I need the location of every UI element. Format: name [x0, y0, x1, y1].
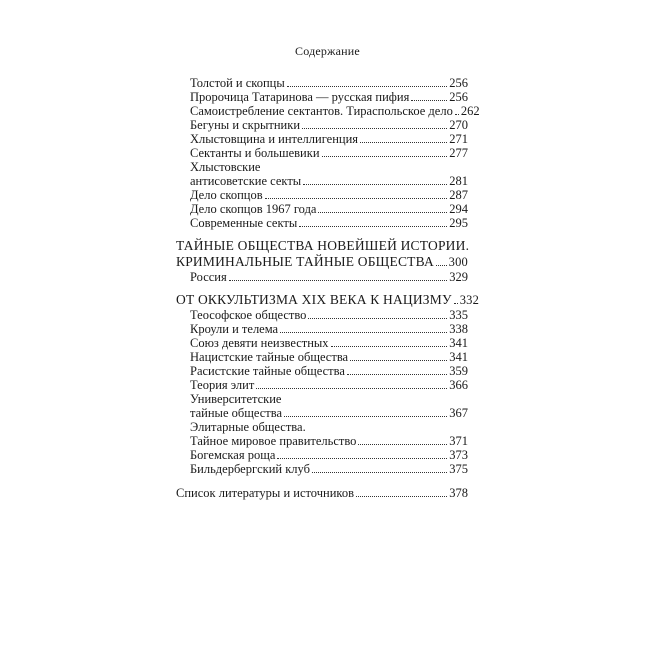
toc-entry [190, 104, 480, 118]
toc-entry-title: Дело скопцов 1967 года [190, 202, 317, 216]
toc-entry [190, 202, 468, 216]
toc-entry [190, 90, 468, 104]
toc-entry-page: 338 [449, 322, 468, 336]
toc-entry-title: Расистские тайные общества [190, 364, 345, 378]
dot-leader [284, 416, 447, 417]
toc-entry-title: Толстой и скопцы [190, 76, 285, 90]
section-heading-title: ОТ ОККУЛЬТИЗМА XIX ВЕКА К НАЦИЗМУ [176, 292, 452, 307]
toc-entry-page: 375 [449, 462, 468, 476]
toc-entry-page: 287 [449, 188, 468, 202]
toc-entry-title: Россия [190, 270, 227, 284]
section-heading-line1: ТАЙНЫЕ ОБЩЕСТВА НОВЕЙШЕЙ ИСТОРИИ. [176, 238, 470, 253]
toc-entry-page: 341 [449, 336, 468, 350]
toc-entry [190, 118, 468, 132]
toc-entry-title: тайные общества [190, 406, 283, 420]
toc-entry [190, 270, 468, 284]
toc-entry [190, 406, 468, 420]
dot-leader [331, 346, 448, 347]
toc-entry-title: Союз девяти неизвестных [190, 336, 329, 350]
toc-entry-title: Дело скопцов [190, 188, 263, 202]
dot-leader [347, 374, 447, 375]
dot-leader [454, 303, 458, 304]
section-heading [176, 292, 480, 308]
toc-entry [190, 146, 468, 160]
toc-entry [190, 216, 468, 230]
dot-leader [356, 496, 447, 497]
toc-entry [190, 76, 468, 90]
toc-entry-page: 359 [449, 364, 468, 378]
dot-leader [350, 360, 447, 361]
toc-entry-bibliography [176, 486, 468, 500]
dot-leader [436, 265, 447, 266]
toc-entry-page: 270 [449, 118, 468, 132]
toc-entry [190, 132, 468, 146]
dot-leader [302, 128, 447, 129]
toc-entry [190, 308, 468, 322]
dot-leader [280, 332, 447, 333]
toc-entry [190, 188, 468, 202]
toc-entry-page: 378 [449, 486, 468, 500]
section-heading-page: 300 [448, 255, 468, 269]
toc-entry-title: антисоветские секты [190, 174, 302, 188]
toc-entry-page: 371 [449, 434, 468, 448]
toc-entry-title-line1: Элитарные общества. [190, 420, 306, 434]
dot-leader [322, 156, 448, 157]
dot-leader [308, 318, 447, 319]
toc-entry [190, 174, 468, 188]
toc-entry-title: Современные секты [190, 216, 298, 230]
toc-entry-title: Бильдербергский клуб [190, 462, 310, 476]
dot-leader [303, 184, 447, 185]
toc-entry [190, 350, 468, 364]
toc-entry-title: Самоистребление сектантов. Тираспольское дело [190, 104, 453, 118]
toc-entry-page: 366 [449, 378, 468, 392]
toc-entry-title: Пророчица Татаринова — русская пифия [190, 90, 410, 104]
toc-entry-title: Теософское общество [190, 308, 307, 322]
toc-entry-page: 271 [449, 132, 468, 146]
toc-entry-page: 329 [449, 270, 468, 284]
toc-entry-page: 277 [449, 146, 468, 160]
dot-leader [312, 472, 447, 473]
toc-entry [190, 434, 468, 448]
toc-entry-page: 256 [449, 90, 468, 104]
toc-entry-page: 367 [449, 406, 468, 420]
dot-leader [318, 212, 447, 213]
dot-leader [299, 226, 447, 227]
toc-entry-title: Сектанты и большевики [190, 146, 320, 160]
toc-entry-title: Кроули и телема [190, 322, 279, 336]
toc-entry-title: Теория элит [190, 378, 255, 392]
dot-leader [358, 444, 447, 445]
toc-entry-title: Хлыстовщина и интеллигенция [190, 132, 359, 146]
section-heading [176, 254, 468, 270]
toc-entry-title: Богемская роща [190, 448, 276, 462]
toc-entry-page: 256 [449, 76, 468, 90]
running-head: Содержание [295, 44, 360, 58]
toc-entry-page: 295 [449, 216, 468, 230]
toc-entry [190, 378, 468, 392]
toc-entry [190, 364, 468, 378]
toc-entry-title: Тайное мировое правительство [190, 434, 357, 448]
toc-entry [190, 322, 468, 336]
toc-entry-page: 335 [449, 308, 468, 322]
toc-entry-page: 281 [449, 174, 468, 188]
dot-leader [411, 100, 447, 101]
toc-entry-title-line1: Университетские [190, 392, 282, 406]
dot-leader [360, 142, 447, 143]
dot-leader [287, 86, 447, 87]
toc-entry [190, 336, 468, 350]
toc-entry [190, 462, 468, 476]
toc-entry-page: 341 [449, 350, 468, 364]
dot-leader [265, 198, 448, 199]
dot-leader [229, 280, 448, 281]
section-heading-page: 332 [459, 293, 480, 307]
dot-leader [256, 388, 447, 389]
toc-entry-title-line1: Хлыстовские [190, 160, 261, 174]
dot-leader [455, 114, 459, 115]
dot-leader [277, 458, 447, 459]
toc-entry-page: 294 [449, 202, 468, 216]
toc-entry-title: Нацистские тайные общества [190, 350, 349, 364]
section-heading-title: КРИМИНАЛЬНЫЕ ТАЙНЫЕ ОБЩЕСТВА [176, 254, 434, 269]
toc-entry-title: Бегуны и скрытники [190, 118, 301, 132]
toc-entry-page: 373 [449, 448, 468, 462]
toc-entry-title: Список литературы и источников [176, 486, 354, 500]
toc-entry-page: 262 [460, 104, 480, 118]
toc-entry [190, 448, 468, 462]
